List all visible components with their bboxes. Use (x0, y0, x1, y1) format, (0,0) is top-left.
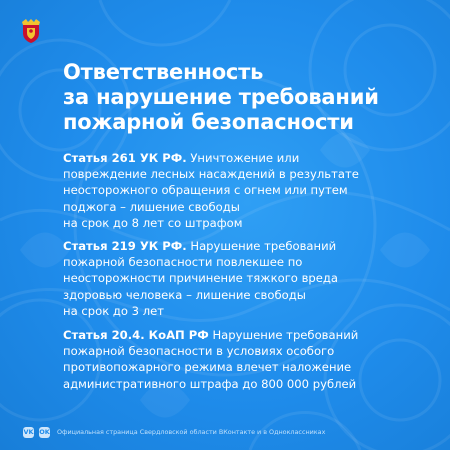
article-219 (63, 238, 433, 319)
article-line: Нарушение требований (186, 239, 337, 253)
title-line: за нарушение требований (63, 85, 379, 109)
article-line: здоровью человека – лишение свободы (63, 287, 306, 302)
article-line: неосторожности причинение тяжкого вреда (63, 271, 339, 286)
article-20-4 (63, 327, 433, 392)
article-line: противопожарного режима влечет наложение (63, 360, 352, 375)
article-line: повреждение лесных насаждений в результате (63, 167, 359, 182)
article-line: Нарушение требований (208, 328, 359, 342)
ok-icon[interactable]: OK (39, 428, 50, 436)
article-line: поджога – лишение свободы (63, 199, 240, 214)
article-261 (63, 150, 433, 231)
article-head: Статья 20.4. КоАП РФ (63, 328, 209, 342)
article-line: на срок до 8 лет со штрафом (63, 215, 243, 230)
article-line: Уничтожение или (186, 151, 300, 165)
footer (23, 426, 325, 438)
article-head: Статья 219 УК РФ. (63, 239, 187, 253)
article-head: Статья 261 УК РФ. (63, 151, 187, 165)
article-line: на срок до 3 лет (63, 303, 165, 318)
article-line: неосторожного обращения с огнем или путем (63, 183, 348, 198)
vk-icon[interactable]: VK (23, 428, 34, 436)
title-line: Ответственность (63, 60, 264, 84)
coat-of-arms-icon (20, 19, 42, 43)
article-line: административного штрафа до 800 000 рублей (63, 376, 357, 391)
article-line: пожарной безопасности повлекшее по (63, 255, 303, 270)
article-line: пожарной безопасности в условиях особого (63, 344, 335, 359)
page-title (63, 60, 433, 135)
title-line: пожарной безопасности (63, 110, 354, 134)
footer-text: Официальная страница Свердловской области ВКонтакте и в Одноклассниках (57, 428, 326, 436)
